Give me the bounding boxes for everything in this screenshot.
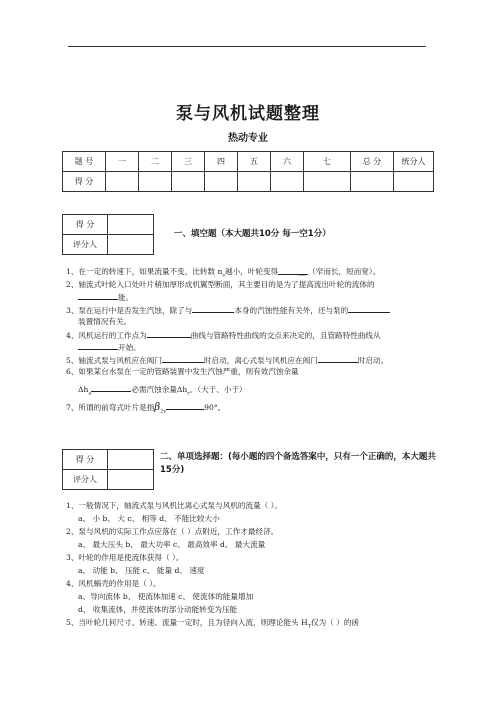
score-table-score-row bbox=[63, 172, 434, 192]
fill-q4 bbox=[66, 329, 438, 341]
section-1-heading: 一、填空题（本大题共10分 每一空1分） bbox=[174, 229, 331, 239]
fill-q4-cont bbox=[66, 341, 438, 353]
score-header-cell: 六 bbox=[271, 152, 304, 172]
score-cell[interactable] bbox=[139, 172, 172, 192]
fill-q5-end: 时启动。 bbox=[357, 356, 389, 365]
score-header-cell: 统分人 bbox=[394, 152, 434, 172]
choice-q3: 3、叶轮的作用是使流体获得（ ）。 bbox=[66, 553, 184, 562]
choice-q5-sub: T bbox=[307, 623, 312, 630]
fill-q3-end: 装置情况有关。 bbox=[78, 317, 132, 326]
fill-q1-end: （窄而长，短而宽）。 bbox=[308, 267, 381, 276]
score-table-header-row bbox=[63, 152, 434, 172]
choice-q5 bbox=[66, 617, 438, 633]
choice-q4-options-2 bbox=[66, 604, 438, 615]
fill-q6-sub-r: r bbox=[187, 390, 190, 397]
score-cell[interactable] bbox=[205, 172, 238, 192]
fill-q7-sub: 2y bbox=[160, 408, 167, 415]
section-2-heading: 二、单项选择题：(每小题的四个备选答案中，只有一个正确的，本大题共15分) bbox=[160, 452, 436, 475]
score-table bbox=[62, 151, 434, 192]
grader-score-cell[interactable] bbox=[108, 215, 154, 235]
choice-q2-options-text: a、 最大压头 b、 最大功率 c、 最高效率 d、 最大流量 bbox=[78, 540, 266, 549]
score-cell[interactable] bbox=[304, 172, 351, 192]
choice-q4: 4、风机蜗壳的作用是（ ）。 bbox=[66, 579, 161, 588]
grader-box-2 bbox=[62, 449, 154, 490]
choice-q3-options bbox=[66, 565, 438, 576]
fill-q1-blank[interactable] bbox=[278, 266, 308, 275]
score-header-cell: 三 bbox=[172, 152, 205, 172]
score-cell[interactable] bbox=[271, 172, 304, 192]
score-cell[interactable] bbox=[351, 172, 394, 192]
choice-q4-options-text-2: d、 收集流体，并使流体的部分动能转变为压能 bbox=[78, 605, 238, 614]
grader-score-cell[interactable] bbox=[108, 450, 154, 470]
fill-q5-blank-2[interactable] bbox=[318, 354, 358, 363]
grader-box-1 bbox=[62, 214, 154, 255]
fill-q7-blank[interactable] bbox=[166, 401, 204, 410]
fill-q2-end: 能。 bbox=[118, 293, 134, 302]
score-header-cell: 五 bbox=[238, 152, 271, 172]
fill-q4-blank-1[interactable] bbox=[147, 329, 191, 338]
fill-q4-blank-2[interactable] bbox=[78, 341, 118, 350]
fill-q5-mid: 时启动，离心式泵与风机应在阀门 bbox=[203, 356, 318, 365]
fill-q5-text: 5、轴流式泵与风机应在阀门 bbox=[66, 356, 162, 365]
fill-q4-end: 开始。 bbox=[118, 343, 141, 352]
choice-q1-options bbox=[66, 513, 438, 524]
grader-name-cell[interactable] bbox=[108, 470, 154, 490]
fill-q6-sub-a: a bbox=[88, 390, 92, 397]
doc-subtitle: 热动专业 bbox=[228, 133, 268, 144]
fill-q5-blank-1[interactable] bbox=[162, 354, 204, 363]
fill-q6-cont bbox=[66, 383, 438, 400]
choice-q5-end: 仅为（ ）的函 bbox=[311, 618, 360, 627]
fill-q2-cont bbox=[66, 291, 438, 303]
fill-q1-text: 1、在一定的转速下，如果流量不变，比转数 n bbox=[66, 267, 223, 276]
choice-q1-options-text: a、 小 b、 大 c、 相等 d、 不能比较大小 bbox=[78, 514, 220, 523]
fill-q6-dha: Δh bbox=[78, 385, 89, 394]
beta-symbol: β bbox=[154, 402, 161, 413]
score-header-cell: 题 号 bbox=[63, 152, 106, 172]
fill-q3-blank-2[interactable] bbox=[348, 304, 390, 313]
choice-q1: 1、一般情况下，轴流式泵与风机比离心式泵与风机的流量（ ）。 bbox=[66, 501, 283, 510]
choice-q5-text: 5、当叶轮几何尺寸、转速、流量一定时，且为径向入流，则理论能头 H bbox=[66, 618, 308, 627]
fill-q7-text: 7、所谓的前弯式叶片是指 bbox=[66, 403, 155, 412]
choice-q2-options bbox=[66, 539, 438, 550]
fill-q1-mid: 越小，叶轮变得 bbox=[225, 267, 279, 276]
choice-q3-options-text: a、 动能 b、 压能 c、 能量 d、 速度 bbox=[78, 566, 205, 575]
score-row-label: 得 分 bbox=[63, 172, 106, 192]
score-cell[interactable] bbox=[106, 172, 139, 192]
grader-name-cell[interactable] bbox=[108, 235, 154, 255]
fill-q7-end: 90°。 bbox=[204, 403, 226, 412]
score-header-cell: 七 bbox=[304, 152, 351, 172]
top-rule bbox=[68, 46, 426, 47]
choice-q2: 2、泵与风机的实际工作点应落在（ ）点附近，工作才最经济。 bbox=[66, 527, 279, 536]
score-header-cell: 二 bbox=[139, 152, 172, 172]
fill-q1-blank-text: __ bbox=[298, 267, 306, 276]
fill-q4-mid: 曲线与管路特性曲线的交点来决定的，且管路特性曲线从 bbox=[190, 331, 381, 340]
choice-q4-options-1 bbox=[66, 591, 438, 602]
score-cell[interactable] bbox=[172, 172, 205, 192]
grader-name-label: 评分人 bbox=[63, 235, 108, 255]
grader-score-label: 得 分 bbox=[63, 215, 108, 235]
fill-q6-blank[interactable] bbox=[91, 383, 131, 392]
fill-q6-mid: 必需汽蚀余量Δh bbox=[131, 385, 188, 394]
score-header-cell: 一 bbox=[106, 152, 139, 172]
score-header-cell: 四 bbox=[205, 152, 238, 172]
fill-q4-text: 4、风机运行的工作点为 bbox=[66, 331, 147, 340]
fill-q5 bbox=[66, 354, 438, 366]
fill-q3-blank-1[interactable] bbox=[192, 304, 234, 313]
score-header-cell: 总 分 bbox=[351, 152, 394, 172]
grader-name-label: 评分人 bbox=[63, 470, 108, 490]
fill-q2-text: 2、轴流式叶轮入口处叶片稍加厚形成机翼型断面，其主要目的是为了提高流出叶轮的流体的 bbox=[66, 280, 375, 289]
fill-q2-blank[interactable] bbox=[78, 291, 118, 300]
fill-q2 bbox=[66, 279, 438, 290]
fill-q3 bbox=[66, 304, 438, 316]
fill-q1-sub: s bbox=[222, 272, 225, 279]
choice-q4-options-text-1: a、导向流体 b、 使流体加速 c、 使流体的能量增加 bbox=[78, 592, 254, 601]
fill-q6 bbox=[66, 366, 438, 377]
fill-q6-text: 6、如果某台水泵在一定的管路装置中发生汽蚀严重，则有效汽蚀余量 bbox=[66, 367, 299, 376]
fill-q6-end: 。（大于、小于） bbox=[189, 385, 247, 394]
doc-title: 泵与风机试题整理 bbox=[176, 104, 320, 124]
grader-score-label: 得 分 bbox=[63, 450, 108, 470]
fill-q3-mid: 本身的汽蚀性能有关外，还与泵的 bbox=[234, 306, 349, 315]
fill-q7 bbox=[66, 401, 438, 418]
fill-q3-cont bbox=[66, 316, 438, 327]
fill-q3-text: 3、泵在运行中是否发生汽蚀，除了与 bbox=[66, 306, 193, 315]
score-cell[interactable] bbox=[394, 172, 434, 192]
score-cell[interactable] bbox=[238, 172, 271, 192]
